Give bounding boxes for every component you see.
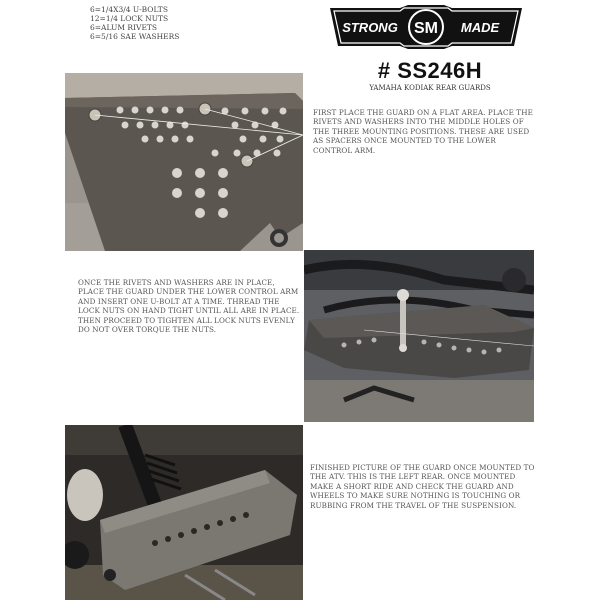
svg-text:STRONG: STRONG — [342, 20, 398, 35]
step-3-text: FINISHED PICTURE OF THE GUARD ONCE MOUNTED TO THE ATV. THIS IS THE LEFT REAR. ONCE MOUNTED MAKE A SHORT RIDE AND CHECK THE GUARD AND WHEELS TO MAKE SURE NOTHING IS TOUCHING OR RUBBING FROM THE TRAVEL OF THE SUSPENSION. — [310, 463, 535, 510]
product-sku: # SS246H — [377, 58, 483, 83]
svg-text:SM: SM — [414, 20, 438, 37]
svg-text:MADE: MADE — [460, 20, 500, 35]
parts-item: 6=ALUM RIVETS — [90, 23, 158, 32]
brand-logo — [330, 5, 522, 49]
guard-flat-photo — [65, 73, 303, 251]
parts-item: 6=5/16 SAE WASHERS — [90, 32, 180, 41]
product-subtitle: YAMAHA KODIAK REAR GUARDS — [369, 84, 491, 92]
parts-item: 12=1/4 LOCK NUTS — [90, 14, 169, 23]
parts-item: 6=1/4X3/4 U-BOLTS — [90, 5, 168, 14]
step-1-text: FIRST PLACE THE GUARD ON A FLAT AREA. PLACE THE RIVETS AND WASHERS INTO THE MIDDLE HOLES OF THE THREE MOUNTING POSITIONS. THESE ARE USED AS SPACERS ONCE MOUNTED TO THE LOWER CONTROL ARM. — [313, 108, 533, 155]
step-2-text: ONCE THE RIVETS AND WASHERS ARE IN PLACE, PLACE THE GUARD UNDER THE LOWER CONTROL ARM AND INSERT ONE U-BOLT AT A TIME. THREAD THE LOCK NUTS ON HAND TIGHT UNTIL ALL ARE IN PLACE. THEN PROCEED TO TIGHTEN ALL LOCK NUTS EVENLY DO NOT OVER TORQUE THE NUTS. — [78, 278, 300, 335]
guard-install-photo — [304, 250, 534, 422]
guard-finished-photo — [65, 425, 303, 600]
parts-list — [90, 5, 179, 41]
